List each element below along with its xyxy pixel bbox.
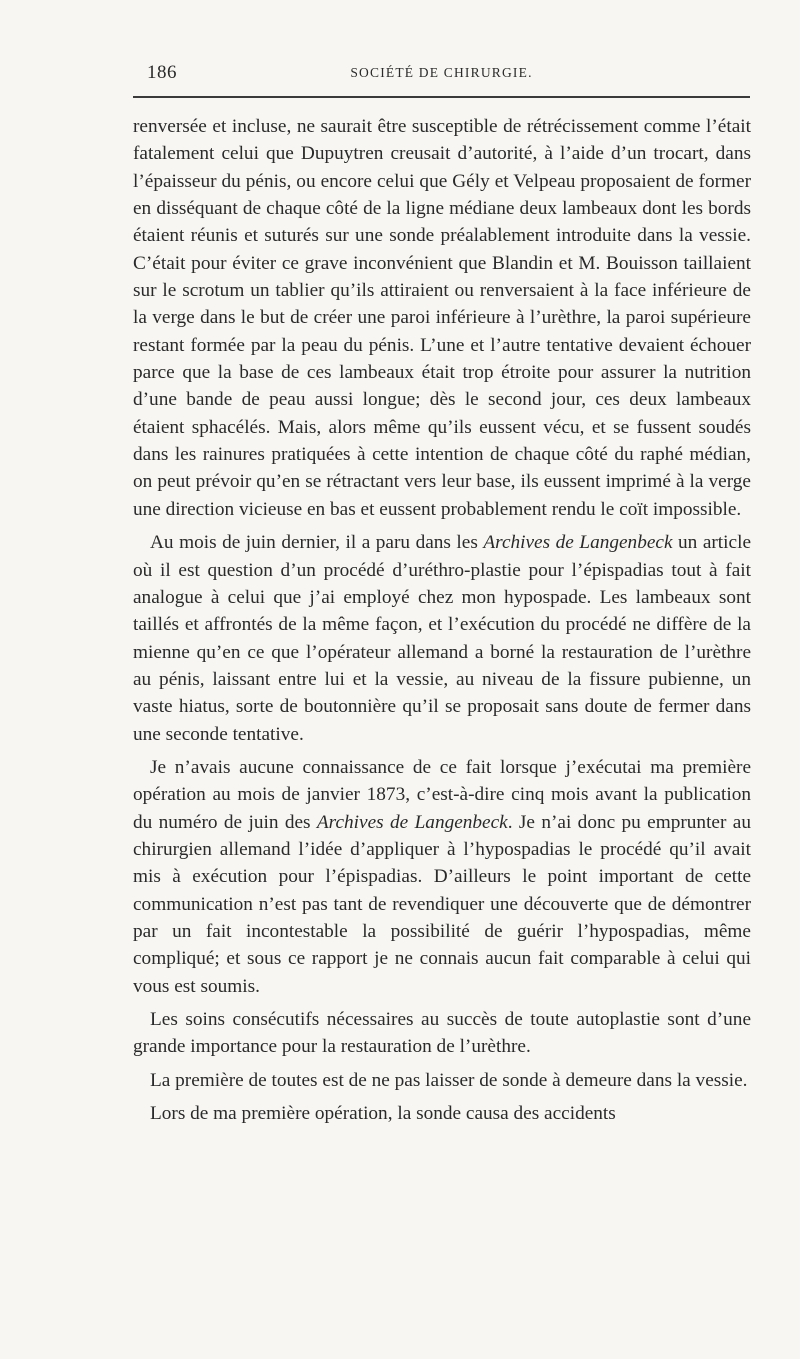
paragraph-sonde: La première de toutes est de ne pas laisser de sonde à demeure dans la vessie. bbox=[150, 1069, 748, 1091]
body-text bbox=[133, 113, 751, 1127]
journal-title-italic: Archives de Langenbeck bbox=[483, 532, 673, 554]
paragraph-langenbeck bbox=[133, 529, 751, 748]
page-header bbox=[133, 58, 750, 88]
paragraph-text: un article où il est question d’un procédé d’uréthro-plastie pour l’épispadias tout à fait analogue à celui que j’ai employé chez mon hypospade. Les lambeaux sont taillés et affrontés de la même façon, et l’exécution du procédé ne diffère de la mienne qu’en ce que l’opérateur allemand a borné la restauration de l’urèthre au pénis, laissant entre lui et la vessie, au niveau de la fissure pubienne, un vaste hiatus, sorte de boutonnière qu’il se proposait sans doute de fermer dans une seconde tentative. bbox=[133, 532, 751, 745]
paragraph-continued: renversée et incluse, ne saurait être susceptible de rétrécissement comme l’était fatalement celui que Dupuytren creusait d’autorité, à l’aide d’un trocart, dans l’épaisseur du pénis, ou encore celui que Gély et Velpeau proposaient de former en disséquant de chaque côté de la ligne médiane deux lambeaux dont les bords étaient réunis et suturés sur une sonde préalablement introduite dans la vessie. C’était pour éviter ce grave inconvénient que Blandin et M. Bouisson taillaient sur le scrotum un tablier qu’ils attiraient ou renversaient à la face inférieure de la verge dans le but de créer une paroi inférieure à l’urèthre, la paroi supérieure restant formée par la peau du pénis. L’une et l’autre tentative devaient échouer parce que la base de ces lambeaux était trop étroite pour assurer la nutrition d’une bande de peau aussi longue; dès le second jour, ces deux lambeaux étaient sphacélés. Mais, alors même qu’ils eussent vécu, et se fussent soudés dans les rainures pratiquées à cette intention de chaque côté du raphé médian, on peut prévoir qu’en se rétractant vers leur base, ils eussent imprimé à la verge une direction vicieuse en bas et eussent probablement rendu le coït impossible. bbox=[133, 116, 751, 520]
paragraph-text: Je n’avais aucune connaissance de ce fait lorsque j’exécutai ma première opération au mois de janvier 1873, c’est-à-dire cinq mois avant la publication du numéro de juin des bbox=[133, 756, 751, 833]
paragraph-accidents: Lors de ma première opération, la sonde causa des accidents bbox=[150, 1103, 616, 1125]
paragraph-soins: Les soins consécutifs nécessaires au succès de toute autoplastie sont d’une grande importance pour la restauration de l’urèthre. bbox=[133, 1009, 751, 1058]
running-head: SOCIÉTÉ DE CHIRURGIE. bbox=[350, 65, 533, 80]
journal-title-italic: Archives de Langenbeck bbox=[316, 811, 508, 833]
paragraph-text: Au mois de juin dernier, il a paru dans les bbox=[150, 532, 484, 554]
paragraph-priority bbox=[133, 754, 751, 1000]
paragraph-text: . Je n’ai donc pu emprunter au chirurgien allemand l’idée d’appliquer à l’hypospadias le procédé qu’il avait mis à exécution pour l’épispadias. D’ailleurs le point important de cette communication n’est pas tant de revendiquer une découverte que de démontrer par un fait incontestable la possibilité de guérir l’hypospadias, même compliqué; et sous ce rapport je ne connais aucun fait comparable à celui qui vous est soumis. bbox=[133, 811, 751, 997]
header-rule bbox=[133, 96, 750, 98]
page-number: 186 bbox=[147, 62, 177, 83]
